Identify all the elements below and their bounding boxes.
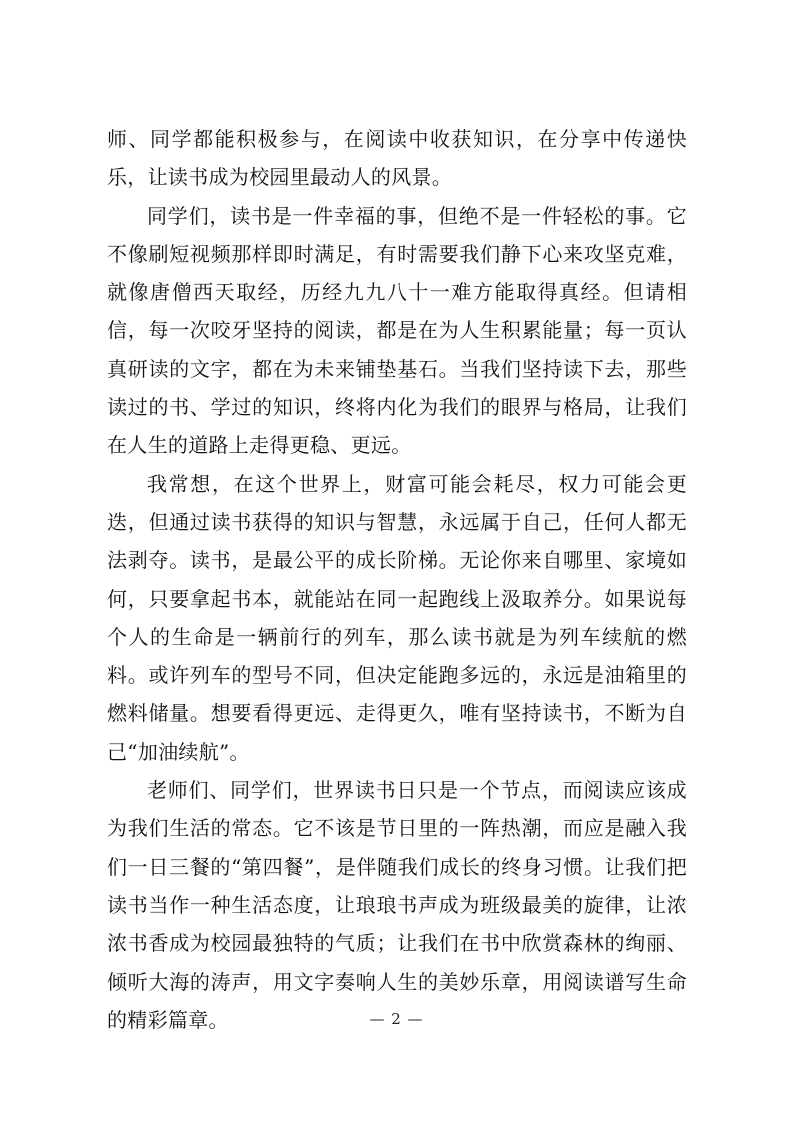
paragraph-3: 我常想，在这个世界上，财富可能会耗尽，权力可能会更迭，但通过读书获得的知识与智慧，永远属于自己，任何人都无法剥夺。读书，是最公平的成长阶梯。无论你来自哪里、家境如何，只要拿起书本，就能站在同一起跑线上汲取养分。如果说每个人的生命是一辆前行的列车，那么读书就是为列车续航的燃料。或许列车的型号不同，但决定能跑多远的，永远是油箱里的燃料储量。想要看得更远、走得更久，唯有坚持读书，不断为自己“加油续航”。 [107, 471, 687, 764]
paragraph-1: 师、同学都能积极参与，在阅读中收获知识，在分享中传递快乐，让读书成为校园里最动人的风景。 [107, 127, 687, 190]
paragraph-4: 老师们、同学们，世界读书日只是一个节点，而阅读应该成为我们生活的常态。它不该是节日里的一阵热潮，而应是融入我们一日三餐的“第四餐”，是伴随我们成长的终身习惯。让我们把读书当作一种生活态度，让琅琅书声成为班级最美的旋律，让浓浓书香成为校园最独特的气质；让我们在书中欣赏森林的绚丽、倾听大海的涛声，用文字奏响人生的美妙乐章，用阅读谱写生命的精彩篇章。 [107, 778, 687, 1032]
page-number: — 2 — [369, 1010, 424, 1028]
paragraph-2: 同学们，读书是一件幸福的事，但绝不是一件轻松的事。它不像刷短视频那样即时满足，有时需要我们静下心来攻坚克难，就像唐僧西天取经，历经九九八十一难方能取得真经。但请相信，每一次咬牙坚持的阅读，都是在为人生积累能量；每一页认真研读的文字，都在为未来铺垫基石。当我们坚持读下去，那些读过的书、学过的知识，终将内化为我们的眼界与格局，让我们在人生的道路上走得更稳、更远。 [107, 203, 687, 458]
body-text [107, 120, 687, 1039]
